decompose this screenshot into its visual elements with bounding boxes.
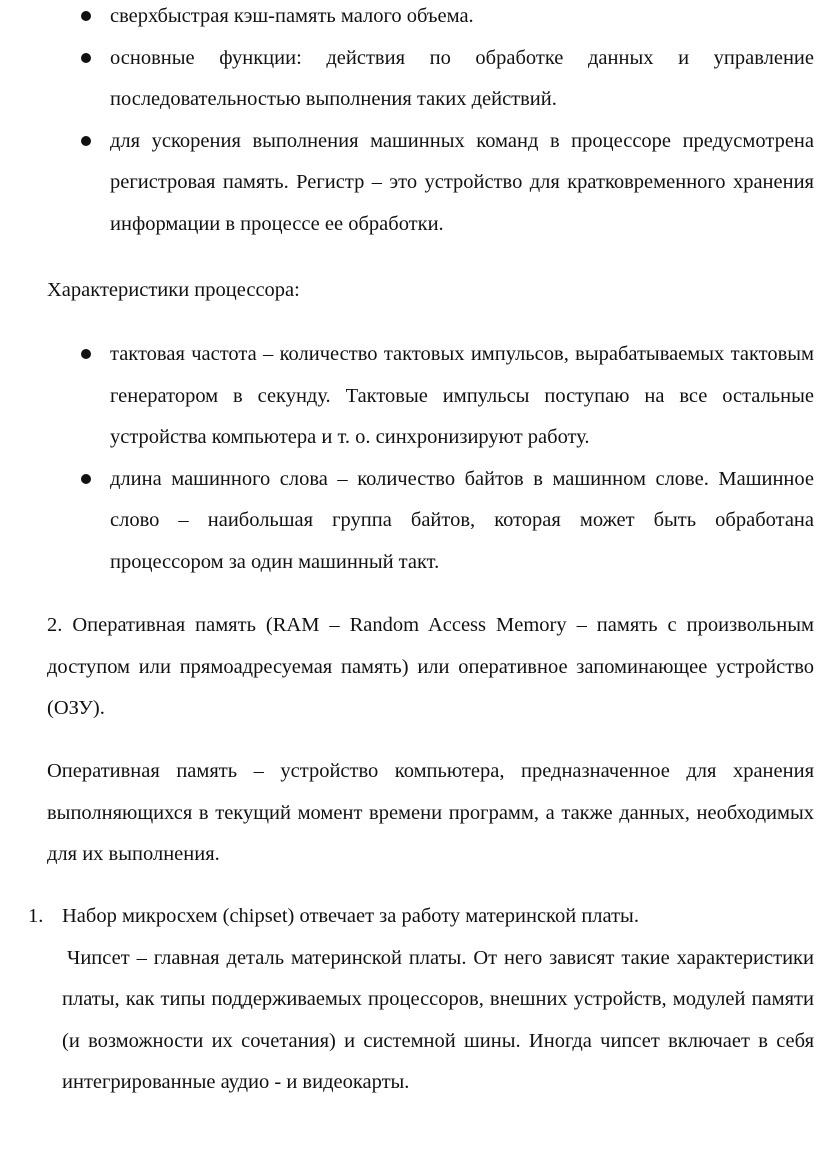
- list-item-text: основные функции: действия по обработке данных и управление последовательностью выполнения таких действий.: [110, 46, 814, 110]
- list-item-text: для ускорения выполнения машинных команд в процессоре предусмотрена регистровая память. Регистр – это устройство для кратковременного хранения информации в процессе ее обработки.: [110, 129, 814, 235]
- ram-definition-paragraph: Оперативная память – устройство компьютера, предназначенное для хранения выполняющихся в текущий момент времени программ, а также данных, необходимых для их выполнения.: [47, 760, 814, 865]
- list-item-text: длина машинного слова – количество байтов в машинном слове. Машинное слово – наибольшая группа байтов, которая может быть обработана процессором за один машинный такт.: [110, 467, 814, 573]
- list-item-text: сверхбыстрая кэш-память малого объема.: [110, 5, 474, 27]
- processor-characteristics-list: [0, 334, 816, 583]
- bullet-icon: [81, 53, 91, 63]
- list-item: [0, 0, 816, 38]
- ram-paragraph: 2. Оперативная память (RAM – Random Access Memory – память с произвольным доступом или прямоадресуемая память) или оперативное запоминающее устройство (ОЗУ).: [47, 614, 814, 719]
- list-item: [0, 334, 816, 459]
- characteristics-heading: Характеристики процессора:: [47, 279, 300, 301]
- chipset-body: Чипсет – главная деталь материнской платы. От него зависят такие характеристики платы, как типы поддерживаемых процессоров, внешних устройств, модулей памяти (и возможности их сочетания) и системной шины. Иногда чипсет включает в себя интегрированные аудио - и видеокарты.: [62, 946, 814, 1093]
- bullet-icon: [81, 136, 91, 146]
- chipset-heading: Набор микросхем (chipset) отвечает за работу материнской платы.: [62, 905, 639, 927]
- bullet-icon: [81, 349, 91, 359]
- list-item-text: тактовая частота – количество тактовых импульсов, вырабатываемых тактовым генератором в секунду. Тактовые импульсы поступаю на все остальные устройства компьютера и т. о. синхронизируют работу.: [110, 343, 814, 448]
- list-item: [0, 121, 816, 246]
- bullet-icon: [81, 474, 91, 484]
- processor-features-list: [0, 0, 816, 245]
- list-item: [0, 459, 816, 584]
- chipset-number: 1.: [28, 905, 44, 927]
- list-item: [0, 38, 816, 121]
- bullet-icon: [81, 11, 91, 21]
